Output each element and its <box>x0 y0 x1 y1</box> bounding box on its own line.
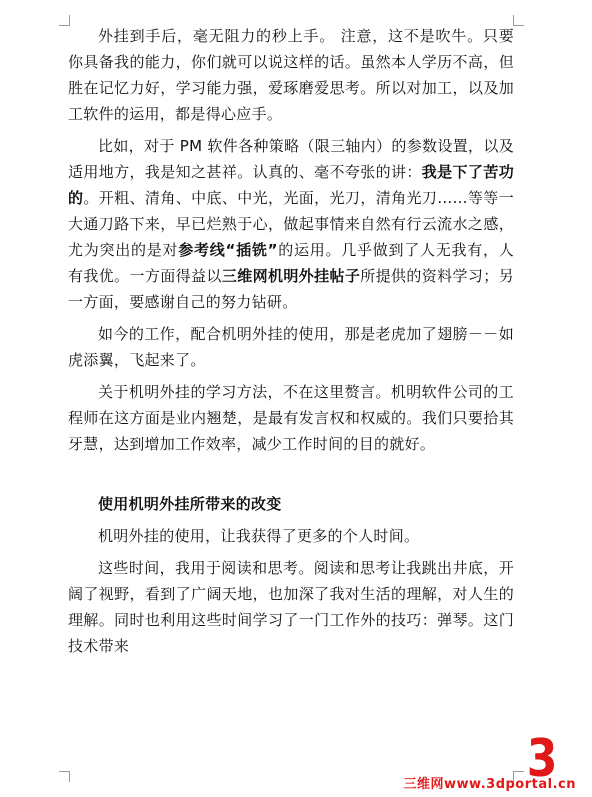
watermark-logo <box>366 729 576 793</box>
paragraph-2-text-g: 所提供的资料学习；另一方面，要感谢自己的努力钻研。 <box>68 267 514 311</box>
watermark-text: 三维网www.3dportal.cn <box>403 777 576 792</box>
watermark-number: 3 <box>526 729 558 789</box>
paragraph-2-text-a: 比如，对于 PM 软件各种策略（限三轴内）的参数设置，以及适用地方，我是知之甚祥。认真的、毫不夸张的讲： <box>68 137 514 181</box>
crop-mark-bottom-left <box>59 771 70 782</box>
paragraph-5: 机明外挂的使用，让我获得了更多的个人时间。 <box>98 527 420 545</box>
paragraph-2-text-c: 。开粗、清角、中底、中光，光面，光刀，清角光刀……等等一大通刀路下来，早已烂熟于心，做起事情来自然有行云流水之感，尤为突出的是对 <box>68 189 514 259</box>
paragraph-4: 关于机明外挂的学习方法，不在这里赘言。机明软件公司的工程师在这方面是业内翘楚，是最有发言权和权威的。我们只要拾其牙慧，达到增加工作效率，减少工作时间的目的就好。 <box>68 383 514 453</box>
paragraph-2-bold-d: 参考线“插铣” <box>178 241 278 259</box>
paragraph-2-bold-f: 三维网机明外挂帖子 <box>221 267 361 285</box>
paragraph-2-text-e: 的运用。几乎做到了人无我有，人有我优。一方面得益以 <box>68 241 514 285</box>
blank-line <box>68 463 514 491</box>
paragraph-3: 如今的工作，配合机明外挂的使用，那是老虎加了翅膀－－如虎添翼，飞起来了。 <box>68 325 514 369</box>
section-heading: 使用机明外挂所带来的改变 <box>98 495 282 513</box>
document-body <box>68 23 514 665</box>
paragraph-1: 外挂到手后，毫无阻力的秒上手。 注意，这不是吹牛。只要你具备我的能力，你们就可以说这样的话。虽然本人学历不高，但胜在记忆力好，学习能力强，爱琢磨爱思考。所以对加工，以及加工软件的运用，都是得心应手。 <box>68 27 514 123</box>
paragraph-2 <box>68 133 514 315</box>
paragraph-2-bold-a: 我是下了苦功的 <box>68 163 514 207</box>
crop-mark-top-right <box>513 15 524 26</box>
paragraph-6: 这些时间，我用于阅读和思考。阅读和思考让我跳出井底，开阔了视野，看到了广阔天地，也加深了我对生活的理解，对人生的理解。同时也利用这些时间学习了一门工作外的技巧：弹琴。这门技术带来 <box>68 559 514 655</box>
